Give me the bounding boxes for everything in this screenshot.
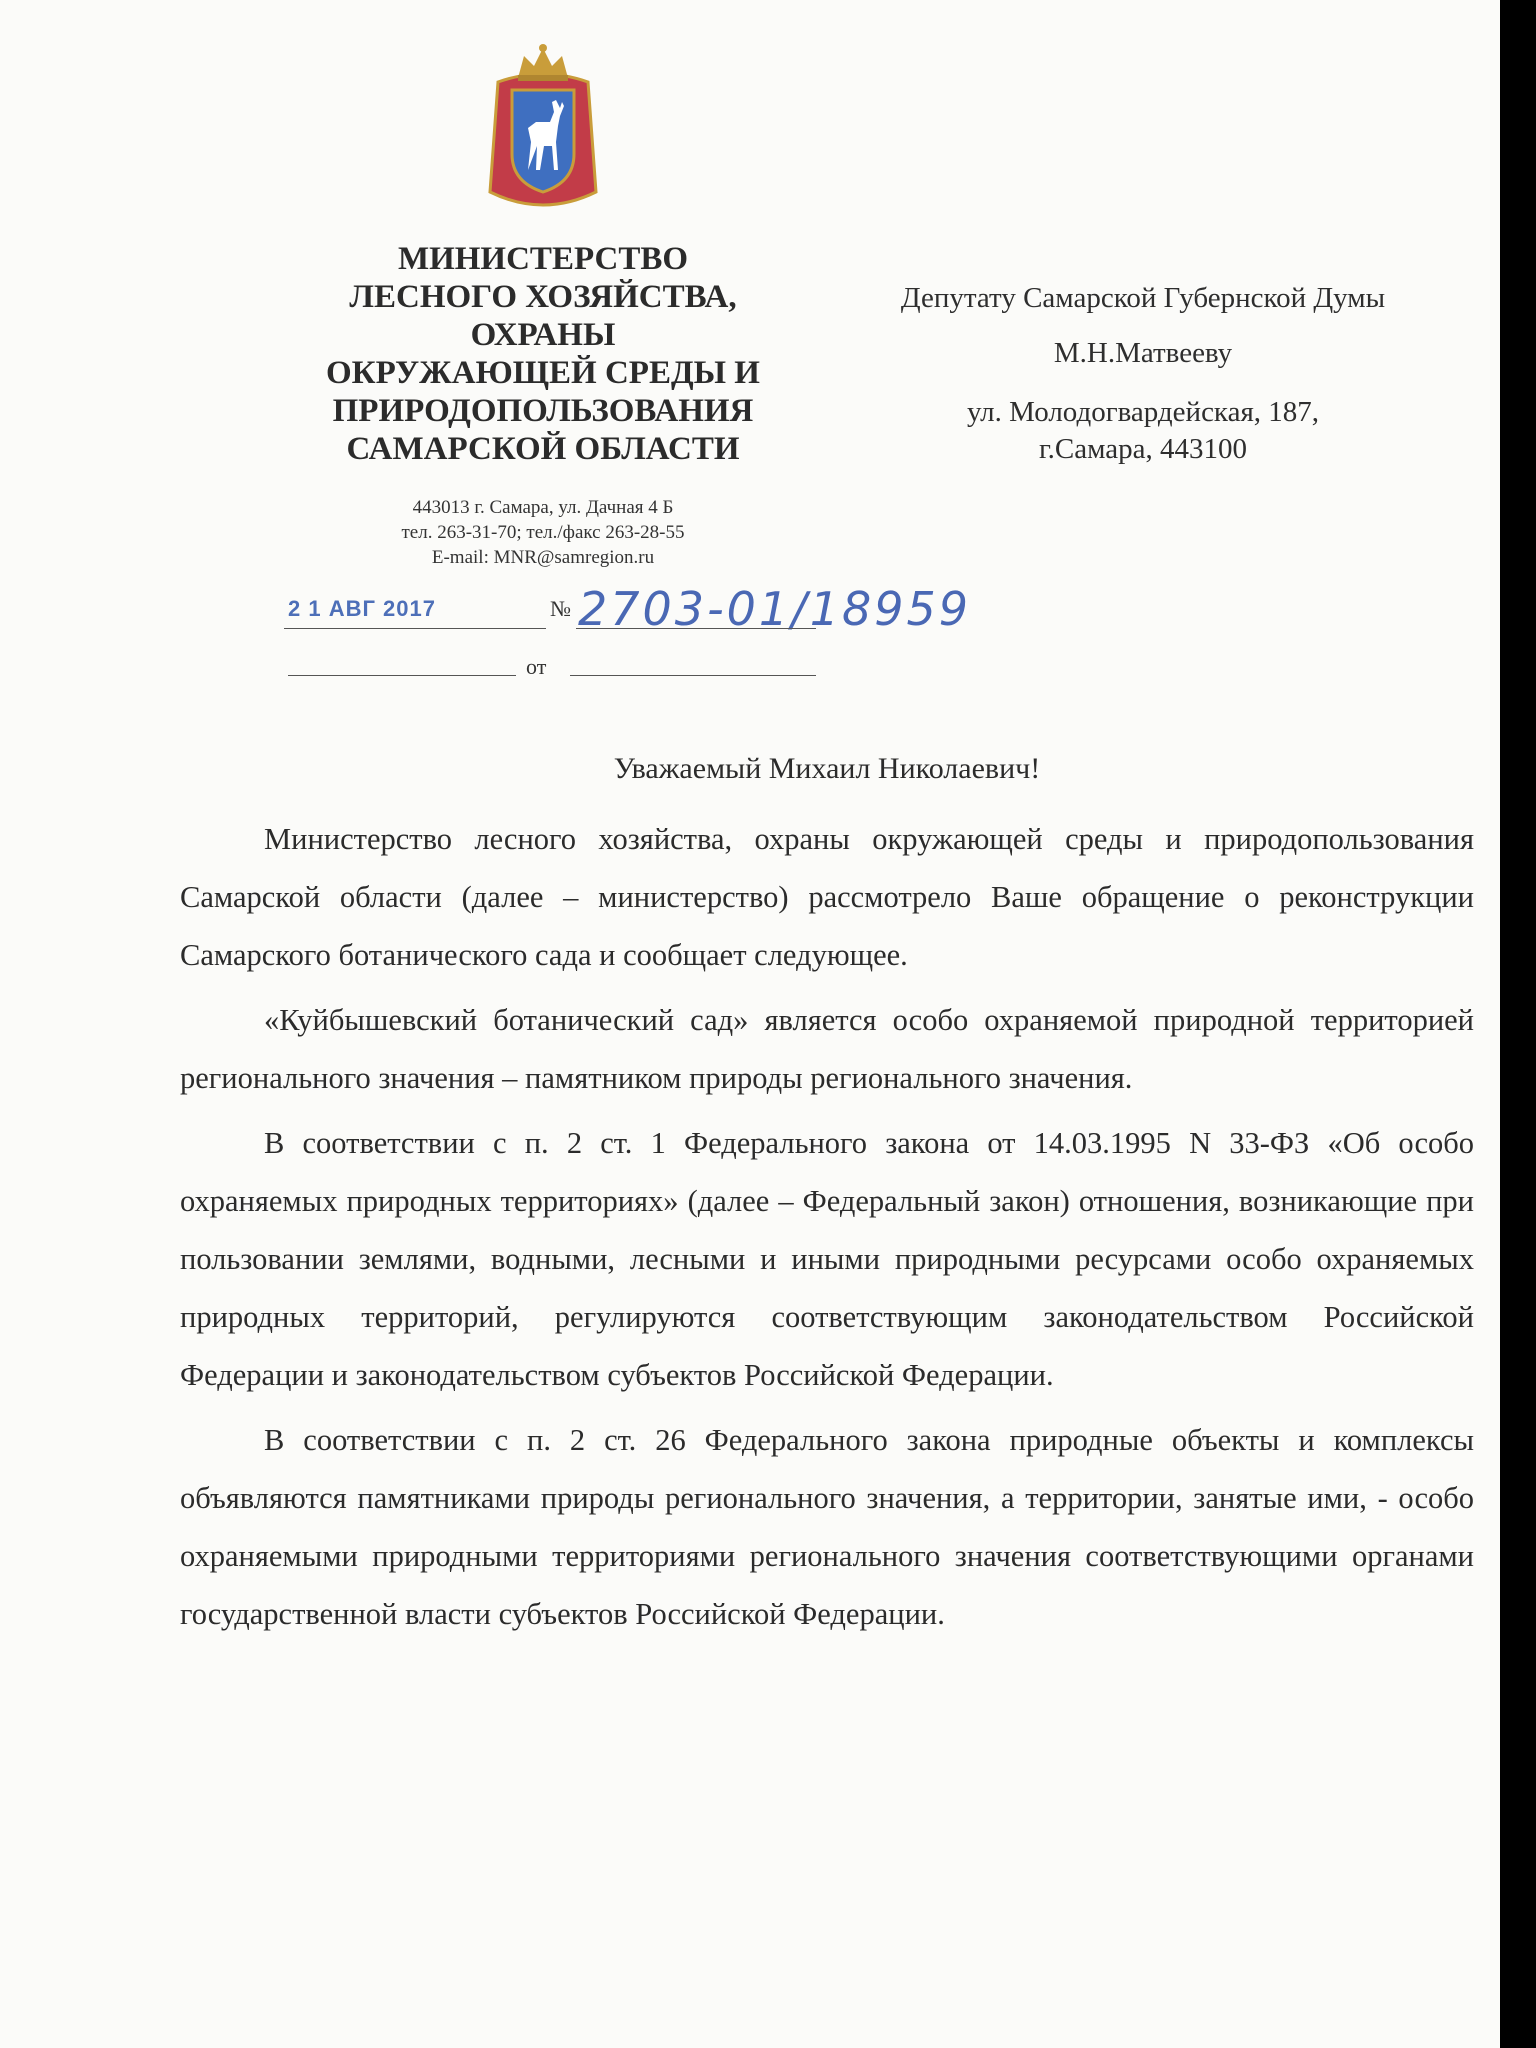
from-label: от — [526, 654, 547, 679]
number-underline — [576, 628, 816, 629]
addressee-position: Депутату Самарской Губернской Думы — [900, 282, 1386, 314]
ministry-contacts — [300, 495, 786, 570]
addressee-city: г.Самара, 443100 — [1039, 433, 1247, 465]
ministry-email: E-mail: MNR@samregion.ru — [431, 547, 655, 568]
ministry-name-line: САМАРСКОЙ ОБЛАСТИ — [346, 431, 740, 467]
paragraph: В соответствии с п. 2 ст. 1 Федерального закона от 14.03.1995 N 33-ФЗ «Об особо охраняемых природных территориях» (далее – Федеральный закон) отношения, возникающие при пользовании землями, водными, лесными и иными природными ресурсами особо охраняемых природных территорий, регулируются соответствующим законодательством Российской Федерации и законодательством субъектов Российской Федерации. — [180, 1126, 1474, 1392]
ministry-name-line: ЛЕСНОГО ХОЗЯЙСТВА, — [349, 279, 737, 315]
outgoing-number: 2703-01/18959 — [578, 582, 972, 636]
paragraph: Министерство лесного хозяйства, охраны окружающей среды и природопользования Самарской области (далее – министерство) рассмотрело Ваше обращение о реконструкции Самарского ботанического сада и сообщает следующее. — [180, 822, 1474, 972]
salutation: Уважаемый Михаил Николаевич! — [613, 752, 1041, 785]
paragraph: В соответствии с п. 2 ст. 26 Федерального закона природные объекты и комплексы объявляются памятниками природы регионального значения, а территории, занятые ими, - особо охраняемыми природными территориями регионального значения соответствующими органами государственной власти субъектов Российской Федерации. — [180, 1423, 1474, 1631]
reference-number-underline — [288, 675, 516, 676]
ministry-name — [300, 240, 786, 468]
samara-region-coat-of-arms-icon — [484, 42, 602, 220]
number-sign: № — [550, 596, 571, 621]
addressee-name: М.Н.Матвееву — [1053, 337, 1233, 369]
ministry-phone: тел. 263-31-70; тел./факс 263-28-55 — [401, 522, 685, 543]
letter-body — [180, 810, 1474, 1650]
addressee-street: ул. Молодогвардейская, 187, — [966, 396, 1320, 428]
ministry-name-line: ОКРУЖАЮЩЕЙ СРЕДЫ И — [326, 355, 760, 391]
ministry-name-line: ПРИРОДОПОЛЬЗОВАНИЯ — [332, 393, 754, 429]
scan-edge — [1500, 0, 1536, 2048]
ministry-address: 443013 г. Самара, ул. Дачная 4 Б — [412, 497, 674, 518]
ministry-name-line: ОХРАНЫ — [470, 317, 616, 353]
date-stamp: 2 1 АВГ 2017 — [288, 596, 436, 621]
date-underline — [284, 628, 546, 629]
paragraph: «Куйбышевский ботанический сад» является особо охраняемой природной территорией регионального значения – памятником природы регионального значения. — [180, 1003, 1474, 1095]
registration-block — [280, 582, 972, 688]
addressee-block — [812, 282, 1474, 466]
ministry-name-line: МИНИСТЕРСТВО — [397, 241, 689, 277]
reference-date-underline — [570, 675, 816, 676]
